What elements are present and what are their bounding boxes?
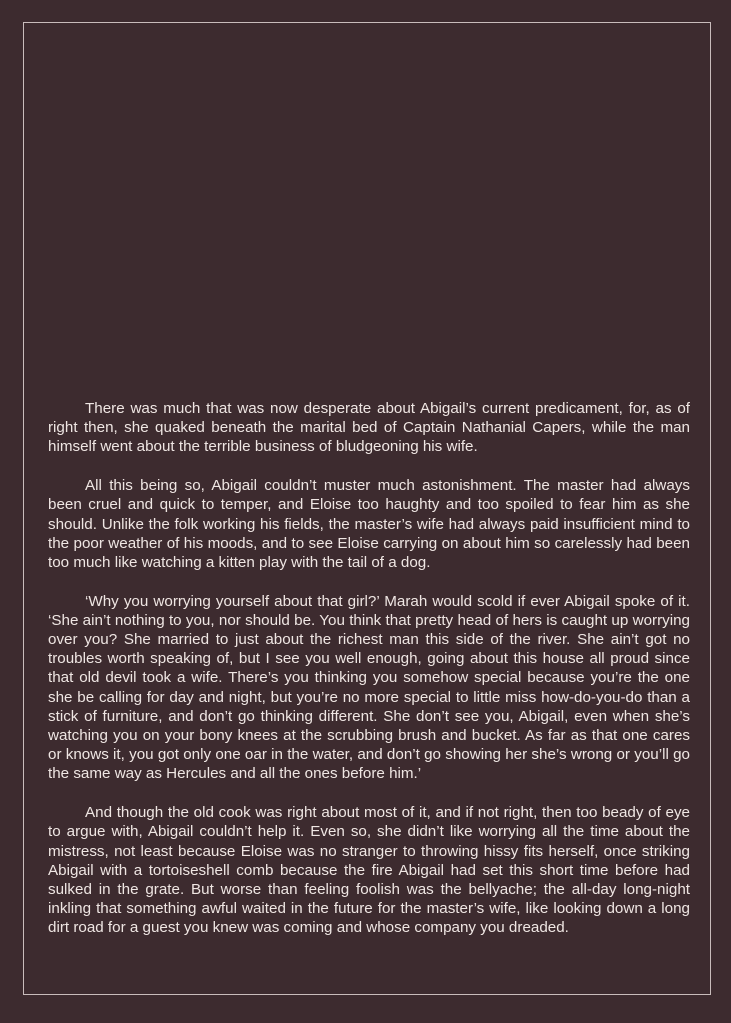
paragraph-1: There was much that was now desperate about Abigail’s current predicament, for, as of right then, she quaked beneath the marital bed of Captain Nathanial Capers, while the man himself went about the terrible business of bludgeoning his wife.: [48, 400, 690, 456]
paragraph-4: And though the old cook was right about most of it, and if not right, then too beady of eye to argue with, Abigail couldn’t help it. Even so, she didn’t like worrying all the time about the mistress, not least because Eloise was no stranger to throwing hissy fits herself, once striking Abigail with a tortoiseshell comb because the fire Abigail had set this short time before had sulked in the grate. But worse than feeling foolish was the bellyache; the all-day long-night inkling that something awful waited in the future for the master’s wife, like looking down a long dirt road for a guest you knew was coming and whose company you dreaded.: [48, 804, 690, 937]
story-text: [48, 399, 690, 938]
paragraph-2: All this being so, Abigail couldn’t muster much astonishment. The master had always been cruel and quick to temper, and Eloise too haughty and too spoiled to fear him as she should. Unlike the folk working his fields, the master’s wife had always paid insufficient mind to the poor weather of his moods, and to see Eloise carrying on about him so carelessly had been too much like watching a kitten play with the tail of a dog.: [48, 477, 690, 571]
paragraph-3: ‘Why you worrying yourself about that girl?’ Marah would scold if ever Abigail spoke of it. ‘She ain’t nothing to you, nor should be. You think that pretty head of hers is caught up worrying over you? She married to just about the richest man this side of the river. She ain’t got no troubles worth speaking of, but I see you well enough, going about this house all proud since that old devil took a wife. There’s you thinking you somehow special because you’re the one she be calling for day and night, but you’re no more special to little miss how-do-you-do than a stick of furniture, and don’t go thinking different. She don’t see you, Abigail, even when she’s watching you on your bony knees at the scrubbing brush and bucket. As far as that one cares or knows it, you got only one oar in the water, and don’t go showing her she’s wrong or you’ll go the same way as Hercules and all the ones before him.’: [48, 592, 690, 783]
